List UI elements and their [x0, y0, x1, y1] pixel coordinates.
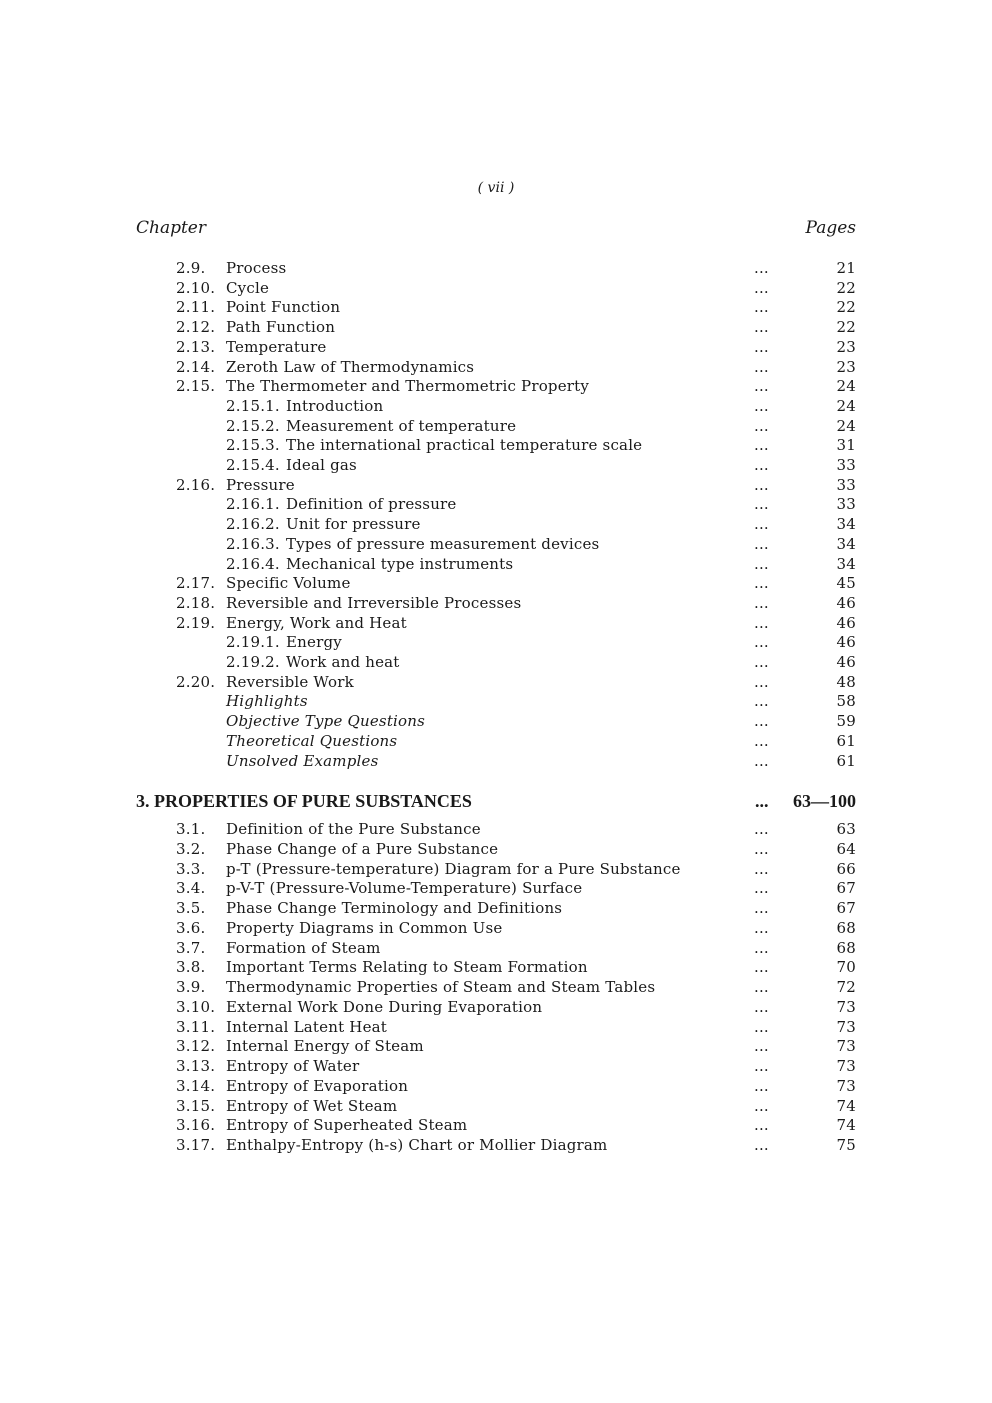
- toc-entry-page: 68: [836, 938, 856, 957]
- toc-entry-number: 2.15.: [176, 377, 216, 396]
- toc-entry-leader: ...: [754, 1057, 769, 1075]
- toc-entry-title: Definition of the Pure Substance: [226, 820, 481, 838]
- toc-entry-number: 2.10.: [176, 278, 216, 297]
- toc-entry-page: 58: [836, 692, 856, 711]
- toc-entry-number: 3.9.: [176, 978, 206, 996]
- toc-entry-number: 2.9.: [176, 259, 206, 277]
- toc-entry: [0, 1036, 992, 1056]
- toc-entry: [0, 977, 992, 997]
- toc-entry-leader: ...: [754, 859, 769, 878]
- toc-entry-number: 2.20.: [176, 672, 216, 691]
- toc-entry-page: 75: [836, 1136, 856, 1154]
- toc-entry-leader: ...: [754, 259, 769, 277]
- toc-entry-leader: ...: [754, 997, 769, 1016]
- toc-entry-title: The international practical temperature scale: [286, 436, 643, 455]
- toc-entry-leader: ...: [754, 820, 769, 838]
- toc-entry-leader: ...: [754, 1037, 769, 1056]
- toc-entry-number: 3.5.: [176, 899, 206, 917]
- toc-entry-page: 46: [836, 653, 856, 671]
- toc-entry: [0, 819, 992, 839]
- toc-entry: [0, 435, 992, 455]
- toc-entry-page: 33: [836, 495, 856, 514]
- toc-entry-title: Path Function: [226, 318, 336, 337]
- toc-entry-title: Phase Change Terminology and Definitions: [226, 899, 563, 917]
- toc-entry-leader: ...: [754, 1017, 769, 1036]
- toc-entry-leader: ...: [754, 918, 769, 937]
- toc-entry: [0, 593, 992, 613]
- toc-entry-title: Phase Change of a Pure Substance: [226, 839, 499, 858]
- toc-entry-title: Entropy of Superheated Steam: [226, 1116, 468, 1135]
- toc-entry-leader: ...: [754, 1096, 769, 1115]
- toc-entry-leader: ...: [754, 672, 769, 691]
- toc-entry-page: 73: [836, 1076, 856, 1095]
- toc-entry-leader: ...: [754, 938, 769, 957]
- toc-entry-number: 3.11.: [176, 1017, 216, 1036]
- pages-column-header: Pages: [805, 218, 856, 238]
- toc-entry-leader: ...: [754, 416, 769, 435]
- toc-entry-number: 2.16.4.: [226, 554, 280, 573]
- chapter-page-range: 63—100: [793, 791, 856, 811]
- toc-entry-leader: ...: [754, 1116, 769, 1135]
- toc-entry-page: 33: [836, 475, 856, 494]
- toc-entry: [0, 672, 992, 692]
- toc-entry-number: 2.12.: [176, 318, 216, 337]
- toc-entry-page: 63: [836, 820, 856, 838]
- toc-entry-number: 3.10.: [176, 997, 216, 1016]
- toc-entry-number: 2.14.: [176, 357, 216, 376]
- toc-entry: [0, 416, 992, 436]
- toc-entry-page: 73: [836, 1057, 856, 1075]
- toc-entry-leader: ...: [754, 712, 769, 731]
- toc-entry-title: Reversible and Irreversible Processes: [226, 593, 522, 612]
- toc-entry-page: 72: [836, 978, 856, 996]
- toc-entry-title: Highlights: [226, 692, 308, 711]
- toc-entry-leader: ...: [754, 653, 769, 671]
- toc-entry-number: 3.7.: [176, 938, 206, 957]
- toc-entry-title: The Thermometer and Thermometric Property: [226, 377, 590, 396]
- toc-entry-leader: ...: [754, 1076, 769, 1095]
- toc-entry-title: Process: [226, 259, 287, 277]
- toc-entry-leader: ...: [754, 633, 769, 652]
- toc-entry: [0, 1056, 992, 1076]
- toc-entry-number: 3.1.: [176, 820, 206, 838]
- toc-entry-leader: ...: [754, 879, 769, 898]
- toc-entry: [0, 938, 992, 958]
- toc-entry-number: 2.18.: [176, 593, 216, 612]
- toc-entry-title: Unsolved Examples: [226, 751, 379, 770]
- toc-entry: [0, 297, 992, 317]
- toc-entry: [0, 711, 992, 731]
- toc-entry-leader: ...: [754, 593, 769, 612]
- toc-entry-page: 24: [836, 396, 856, 415]
- toc-entry-title: Introduction: [286, 396, 384, 415]
- toc-entry-page: 45: [836, 574, 856, 593]
- toc-entry: [0, 278, 992, 298]
- toc-entry-page: 23: [836, 337, 856, 356]
- toc-entry-page: 22: [836, 278, 856, 297]
- toc-entry: [0, 494, 992, 514]
- toc-entry: [0, 258, 992, 278]
- toc-entry-page: 46: [836, 633, 856, 652]
- toc-entry-page: 21: [836, 259, 856, 277]
- toc-entry: [0, 859, 992, 879]
- toc-entry-page: 46: [836, 593, 856, 612]
- toc-entry-page: 34: [836, 515, 856, 534]
- toc-entry: [0, 534, 992, 554]
- toc-entry-number: 2.16.1.: [226, 495, 280, 514]
- toc-entry-number: 3.12.: [176, 1037, 216, 1056]
- toc-entry-title: Theoretical Questions: [226, 731, 398, 750]
- toc-entry-number: 2.19.2.: [226, 653, 280, 671]
- toc-entry: [0, 573, 992, 593]
- toc-entry-number: 2.17.: [176, 574, 216, 593]
- toc-entry-title: Temperature: [226, 337, 327, 356]
- toc-entry: [0, 1017, 992, 1037]
- toc-entry: [0, 455, 992, 475]
- toc-entry-leader: ...: [754, 613, 769, 632]
- toc-entry-number: 3.17.: [176, 1136, 216, 1154]
- toc-entry-leader: ...: [754, 278, 769, 297]
- toc-entry-page: 61: [836, 751, 856, 770]
- toc-entry-page: 59: [836, 712, 856, 731]
- toc-entry-leader: ...: [754, 396, 769, 415]
- toc-entry-title: Enthalpy-Entropy (h-s) Chart or Mollier Diagram: [226, 1136, 608, 1154]
- toc-entry-title: Energy, Work and Heat: [226, 613, 407, 632]
- toc-entry-page: 24: [836, 377, 856, 396]
- toc-entry-leader: ...: [754, 839, 769, 858]
- toc-entry-number: 2.13.: [176, 337, 216, 356]
- toc-entry: [0, 613, 992, 633]
- toc-entry-number: 2.16.3.: [226, 534, 280, 553]
- toc-entry: [0, 337, 992, 357]
- toc-entry-leader: ...: [754, 1136, 769, 1154]
- toc-entry-title: Thermodynamic Properties of Steam and Steam Tables: [226, 978, 656, 996]
- toc-entry-number: 3.14.: [176, 1076, 216, 1095]
- toc-entry-number: 2.19.: [176, 613, 216, 632]
- chapter-leader: ...: [755, 791, 769, 811]
- toc-entry: [0, 839, 992, 859]
- toc-entry-leader: ...: [754, 475, 769, 494]
- toc-entry: [0, 957, 992, 977]
- toc-entry-page: 73: [836, 997, 856, 1016]
- toc-entry: [0, 731, 992, 751]
- toc-entry-title: Pressure: [226, 475, 295, 494]
- toc-entry: [0, 632, 992, 652]
- toc-entry-title: Important Terms Relating to Steam Formation: [226, 958, 588, 977]
- toc-entry-title: Entropy of Water: [226, 1057, 360, 1075]
- toc-entry-page: 34: [836, 554, 856, 573]
- chapter-title: 3. PROPERTIES OF PURE SUBSTANCES: [136, 791, 472, 811]
- toc-entry-leader: ...: [754, 534, 769, 553]
- toc-entry: [0, 554, 992, 574]
- toc-entry-page: 31: [836, 436, 856, 455]
- toc-entry-page: 70: [836, 958, 856, 977]
- toc-entry-title: Formation of Steam: [226, 938, 381, 957]
- toc-entry-title: Objective Type Questions: [226, 712, 426, 731]
- toc-entry-page: 24: [836, 416, 856, 435]
- toc-entry-title: Point Function: [226, 298, 341, 317]
- toc-entry-title: Ideal gas: [286, 456, 357, 474]
- toc-entry-number: 2.15.3.: [226, 436, 280, 455]
- toc-entry-page: 23: [836, 357, 856, 376]
- toc-entry-title: Energy: [286, 633, 342, 652]
- toc-entry-leader: ...: [754, 436, 769, 455]
- toc-entry-leader: ...: [754, 456, 769, 474]
- toc-entry-leader: ...: [754, 337, 769, 356]
- toc-entry-number: 3.6.: [176, 918, 206, 937]
- toc-entry-page: 22: [836, 298, 856, 317]
- toc-entry: [0, 1076, 992, 1096]
- toc-entry: [0, 396, 992, 416]
- toc-entry-leader: ...: [754, 692, 769, 711]
- toc-entry-number: 3.13.: [176, 1057, 216, 1075]
- toc-entry-page: 67: [836, 899, 856, 917]
- toc-entry-page: 68: [836, 918, 856, 937]
- chapter-heading: [0, 789, 992, 813]
- toc-entry-page: 48: [836, 672, 856, 691]
- toc-entry-leader: ...: [754, 554, 769, 573]
- toc-entry: [0, 475, 992, 495]
- toc-entry: [0, 514, 992, 534]
- toc-entry: [0, 997, 992, 1017]
- toc-entry-leader: ...: [754, 899, 769, 917]
- toc-entry-page: 61: [836, 731, 856, 750]
- toc-entry-number: 3.15.: [176, 1096, 216, 1115]
- toc-entry-leader: ...: [754, 495, 769, 514]
- toc-entry-title: External Work Done During Evaporation: [226, 997, 543, 1016]
- toc-entry-title: Definition of pressure: [286, 495, 457, 514]
- toc-entry-page: 74: [836, 1096, 856, 1115]
- toc-entry-page: 22: [836, 318, 856, 337]
- toc-entry-leader: ...: [754, 978, 769, 996]
- toc-entry-page: 73: [836, 1037, 856, 1056]
- toc-entry: [0, 317, 992, 337]
- toc-entry-title: Zeroth Law of Thermodynamics: [226, 357, 475, 376]
- toc-entry-page: 64: [836, 839, 856, 858]
- toc-entry-title: Unit for pressure: [286, 515, 421, 534]
- toc-entry-title: Entropy of Wet Steam: [226, 1096, 398, 1115]
- toc-entry: [0, 652, 992, 672]
- toc-entry-title: Internal Latent Heat: [226, 1017, 388, 1036]
- toc-entry-leader: ...: [754, 318, 769, 337]
- toc-entry: [0, 1115, 992, 1135]
- toc-entry-leader: ...: [754, 515, 769, 534]
- toc-entry-page: 74: [836, 1116, 856, 1135]
- toc-entry-number: 3.3.: [176, 859, 206, 878]
- toc-entry: [0, 357, 992, 377]
- toc-entry-page: 67: [836, 879, 856, 898]
- toc-entry-title: Work and heat: [286, 653, 400, 671]
- toc-entry-title: Types of pressure measurement devices: [286, 534, 600, 553]
- toc-entry-title: p-T (Pressure-temperature) Diagram for a Pure Substance: [226, 859, 681, 878]
- toc-entry-title: p-V-T (Pressure-Volume-Temperature) Surface: [226, 879, 583, 898]
- toc-entry: [0, 751, 992, 771]
- toc-entry-number: 2.15.2.: [226, 416, 280, 435]
- toc-entry-number: 2.15.1.: [226, 396, 280, 415]
- toc-entry: [0, 376, 992, 396]
- toc-entry: [0, 691, 992, 711]
- toc-entry-title: Mechanical type instruments: [286, 554, 514, 573]
- toc-entry-title: Measurement of temperature: [286, 416, 517, 435]
- toc-entry-title: Cycle: [226, 278, 270, 297]
- toc-entry-title: Property Diagrams in Common Use: [226, 918, 503, 937]
- toc-entry-number: 2.19.1.: [226, 633, 280, 652]
- toc-entry-page: 46: [836, 613, 856, 632]
- toc-entry-page: 34: [836, 534, 856, 553]
- toc-entry-leader: ...: [754, 377, 769, 396]
- toc-entry-title: Internal Energy of Steam: [226, 1037, 424, 1056]
- toc-entry: [0, 898, 992, 918]
- toc-entry-title: Entropy of Evaporation: [226, 1076, 409, 1095]
- toc-entry-title: Specific Volume: [226, 574, 351, 593]
- chapter-column-header: Chapter: [136, 218, 206, 238]
- toc-entry-leader: ...: [754, 574, 769, 593]
- toc-entry: [0, 1135, 992, 1155]
- toc-entry: [0, 918, 992, 938]
- toc-entry-page: 73: [836, 1017, 856, 1036]
- page-number: ( vii ): [477, 180, 515, 196]
- toc-entry-number: 3.2.: [176, 839, 206, 858]
- toc-entry-number: 3.8.: [176, 958, 206, 977]
- toc-entry-number: 2.11.: [176, 298, 216, 317]
- toc-entry-page: 33: [836, 456, 856, 474]
- toc-entry-title: Reversible Work: [226, 672, 354, 691]
- toc-entry: [0, 1096, 992, 1116]
- toc-entry-number: 2.15.4.: [226, 456, 280, 474]
- toc-entry-number: 3.4.: [176, 879, 206, 898]
- toc-entry-number: 2.16.: [176, 475, 216, 494]
- toc-entry-leader: ...: [754, 751, 769, 770]
- toc-entry-leader: ...: [754, 958, 769, 977]
- toc-entry-number: 2.16.2.: [226, 515, 280, 534]
- toc-entry-leader: ...: [754, 298, 769, 317]
- toc-entry-leader: ...: [754, 731, 769, 750]
- toc-entry-number: 3.16.: [176, 1116, 216, 1135]
- toc-entry-leader: ...: [754, 357, 769, 376]
- toc-entry: [0, 878, 992, 898]
- toc-entry-page: 66: [836, 859, 856, 878]
